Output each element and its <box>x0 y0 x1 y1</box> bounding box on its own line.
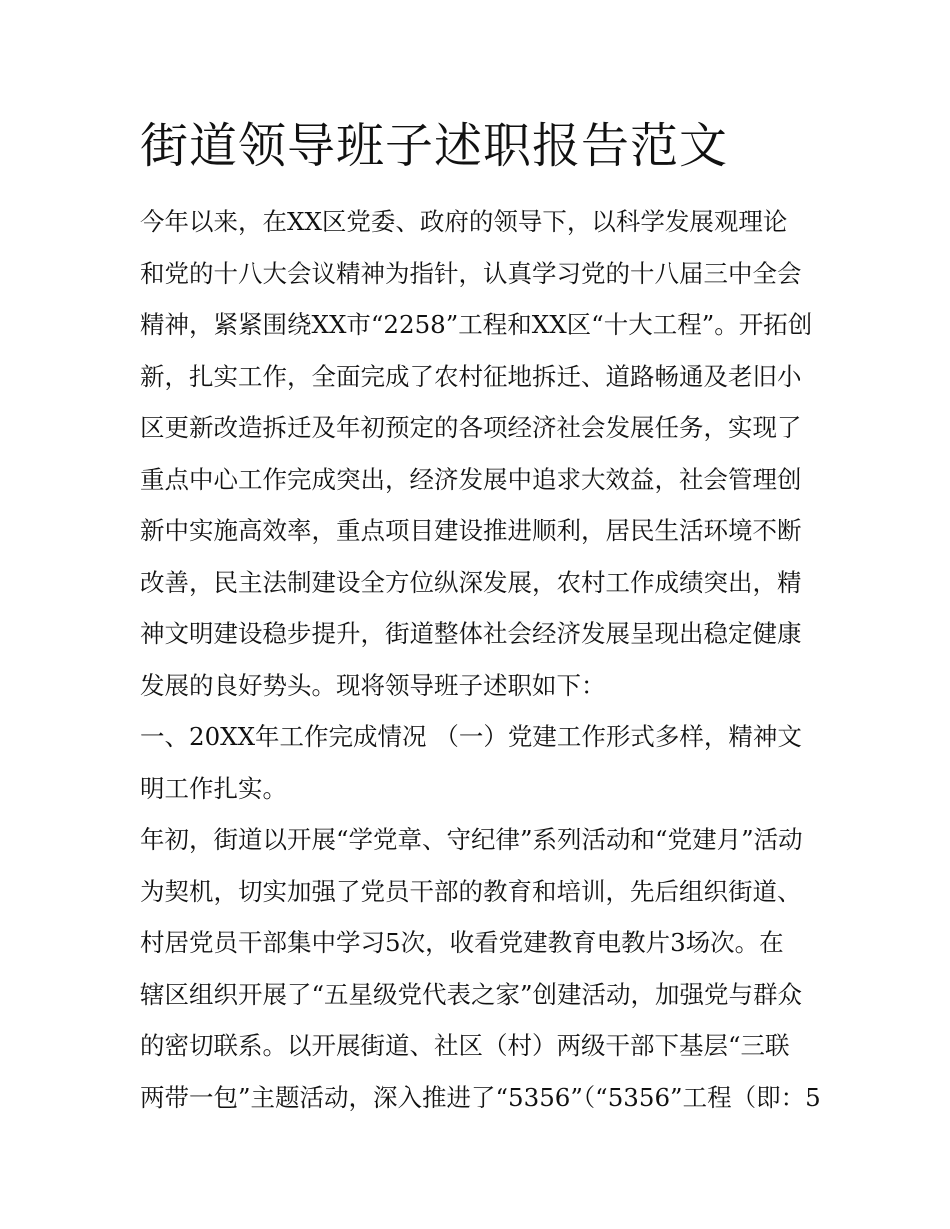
document-title: 街道领导班子述职报告范文 <box>140 118 729 174</box>
text-line: 区更新改造拆迁及年初预定的各项经济社会发展任务，实现了 <box>140 413 802 442</box>
text-line: 改善，民主法制建设全方位纵深发展，农村工作成绩突出，精 <box>140 567 802 597</box>
text-line: 和党的十八大会议精神为指针，认真学习党的十八届三中全会 <box>140 258 802 288</box>
text-line: 发展的良好势头。现将领导班子述职如下： <box>140 670 606 700</box>
document-body <box>140 196 820 1123</box>
text-line: 新，扎实工作，全面完成了农村征地拆迁、道路畅通及老旧小 <box>140 361 802 391</box>
text-line: 辖区组织开展了“五星级党代表之家”创建活动，加强党与群众 <box>140 979 803 1009</box>
text-line: 重点中心工作完成突出，经济发展中追求大效益，社会管理创 <box>140 464 802 494</box>
text-line: 的密切联系。以开展街道、社区（村）两级干部下基层“三联 <box>140 1031 790 1060</box>
text-line: 神文明建设稳步提升，街道整体社会经济发展呈现出稳定健康 <box>140 619 802 648</box>
section-heading-line: 明工作扎实。 <box>140 773 287 803</box>
text-line: 新中实施高效率，重点项目建设推进顺利，居民生活环境不断 <box>140 516 802 545</box>
text-line: 为契机，切实加强了党员干部的教育和培训，先后组织街道、 <box>140 876 802 906</box>
section-heading-line: 一、20XX年工作完成情况 （一）党建工作形式多样，精神文 <box>140 722 802 751</box>
text-line: 年初，街道以开展“学党章、守纪律”系列活动和“党建月”活动 <box>140 825 803 854</box>
text-line: 精神，紧紧围绕XX市“2258”工程和XX区“十大工程”。开拓创 <box>140 310 813 339</box>
text-line: 两带一包”主题活动，深入推进了“5356”（“5356”工程（即：5 <box>140 1082 821 1112</box>
text-line: 村居党员干部集中学习5次，收看党建教育电教片3场次。在 <box>140 928 784 957</box>
text-line: 今年以来，在XX区党委、政府的领导下，以科学发展观理论 <box>140 207 788 236</box>
